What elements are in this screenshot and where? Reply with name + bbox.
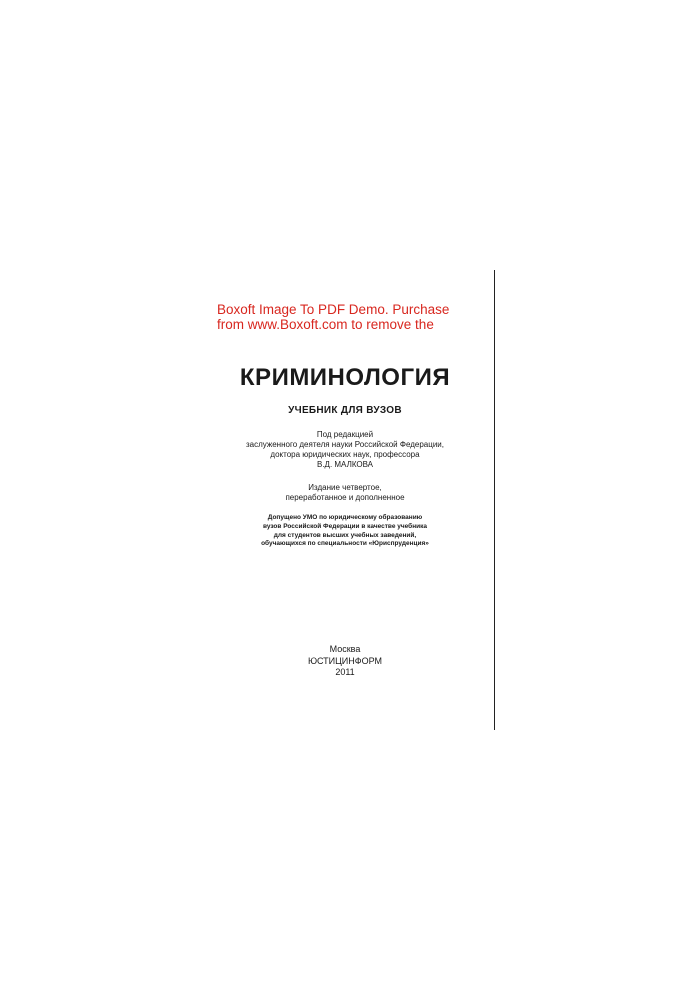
demo-watermark [217,302,477,332]
imprint-block [180,644,510,679]
watermark-line-1: Boxoft Image To PDF Demo. Purchase [217,302,450,317]
watermark-line-2: from www.Boxoft.com to remove the [217,317,434,332]
approval-block [180,514,510,549]
editor-line: Под редакцией [316,430,374,439]
edition-line: переработанное и дополненное [285,493,405,502]
edition-block [180,483,510,503]
approval-line: для студентов высших учебных заведений, [273,531,417,539]
approval-line: вузов Российской Федерации в качестве учебника [263,522,427,530]
edition-line: Издание четвертое, [308,483,382,492]
approval-line: Допущено УМО по юридическому образованию [267,514,423,521]
editor-line: заслуженного деятеля науки Российской Федерации, [246,440,444,449]
imprint-city: Москва [329,644,361,654]
imprint-year: 2011 [335,667,355,677]
editor-line: доктора юридических наук, профессора [270,450,420,459]
editor-block [180,430,510,470]
book-title: КРИМИНОЛОГИЯ [239,364,451,391]
imprint-publisher: ЮСТИЦИНФОРМ [307,655,383,666]
book-subtitle: УЧЕБНИК ДЛЯ ВУЗОВ [288,405,402,416]
approval-line: обучающихся по специальности «Юриспруденция» [261,540,429,548]
editor-name: В.Д. МАЛКОВА [316,460,374,469]
